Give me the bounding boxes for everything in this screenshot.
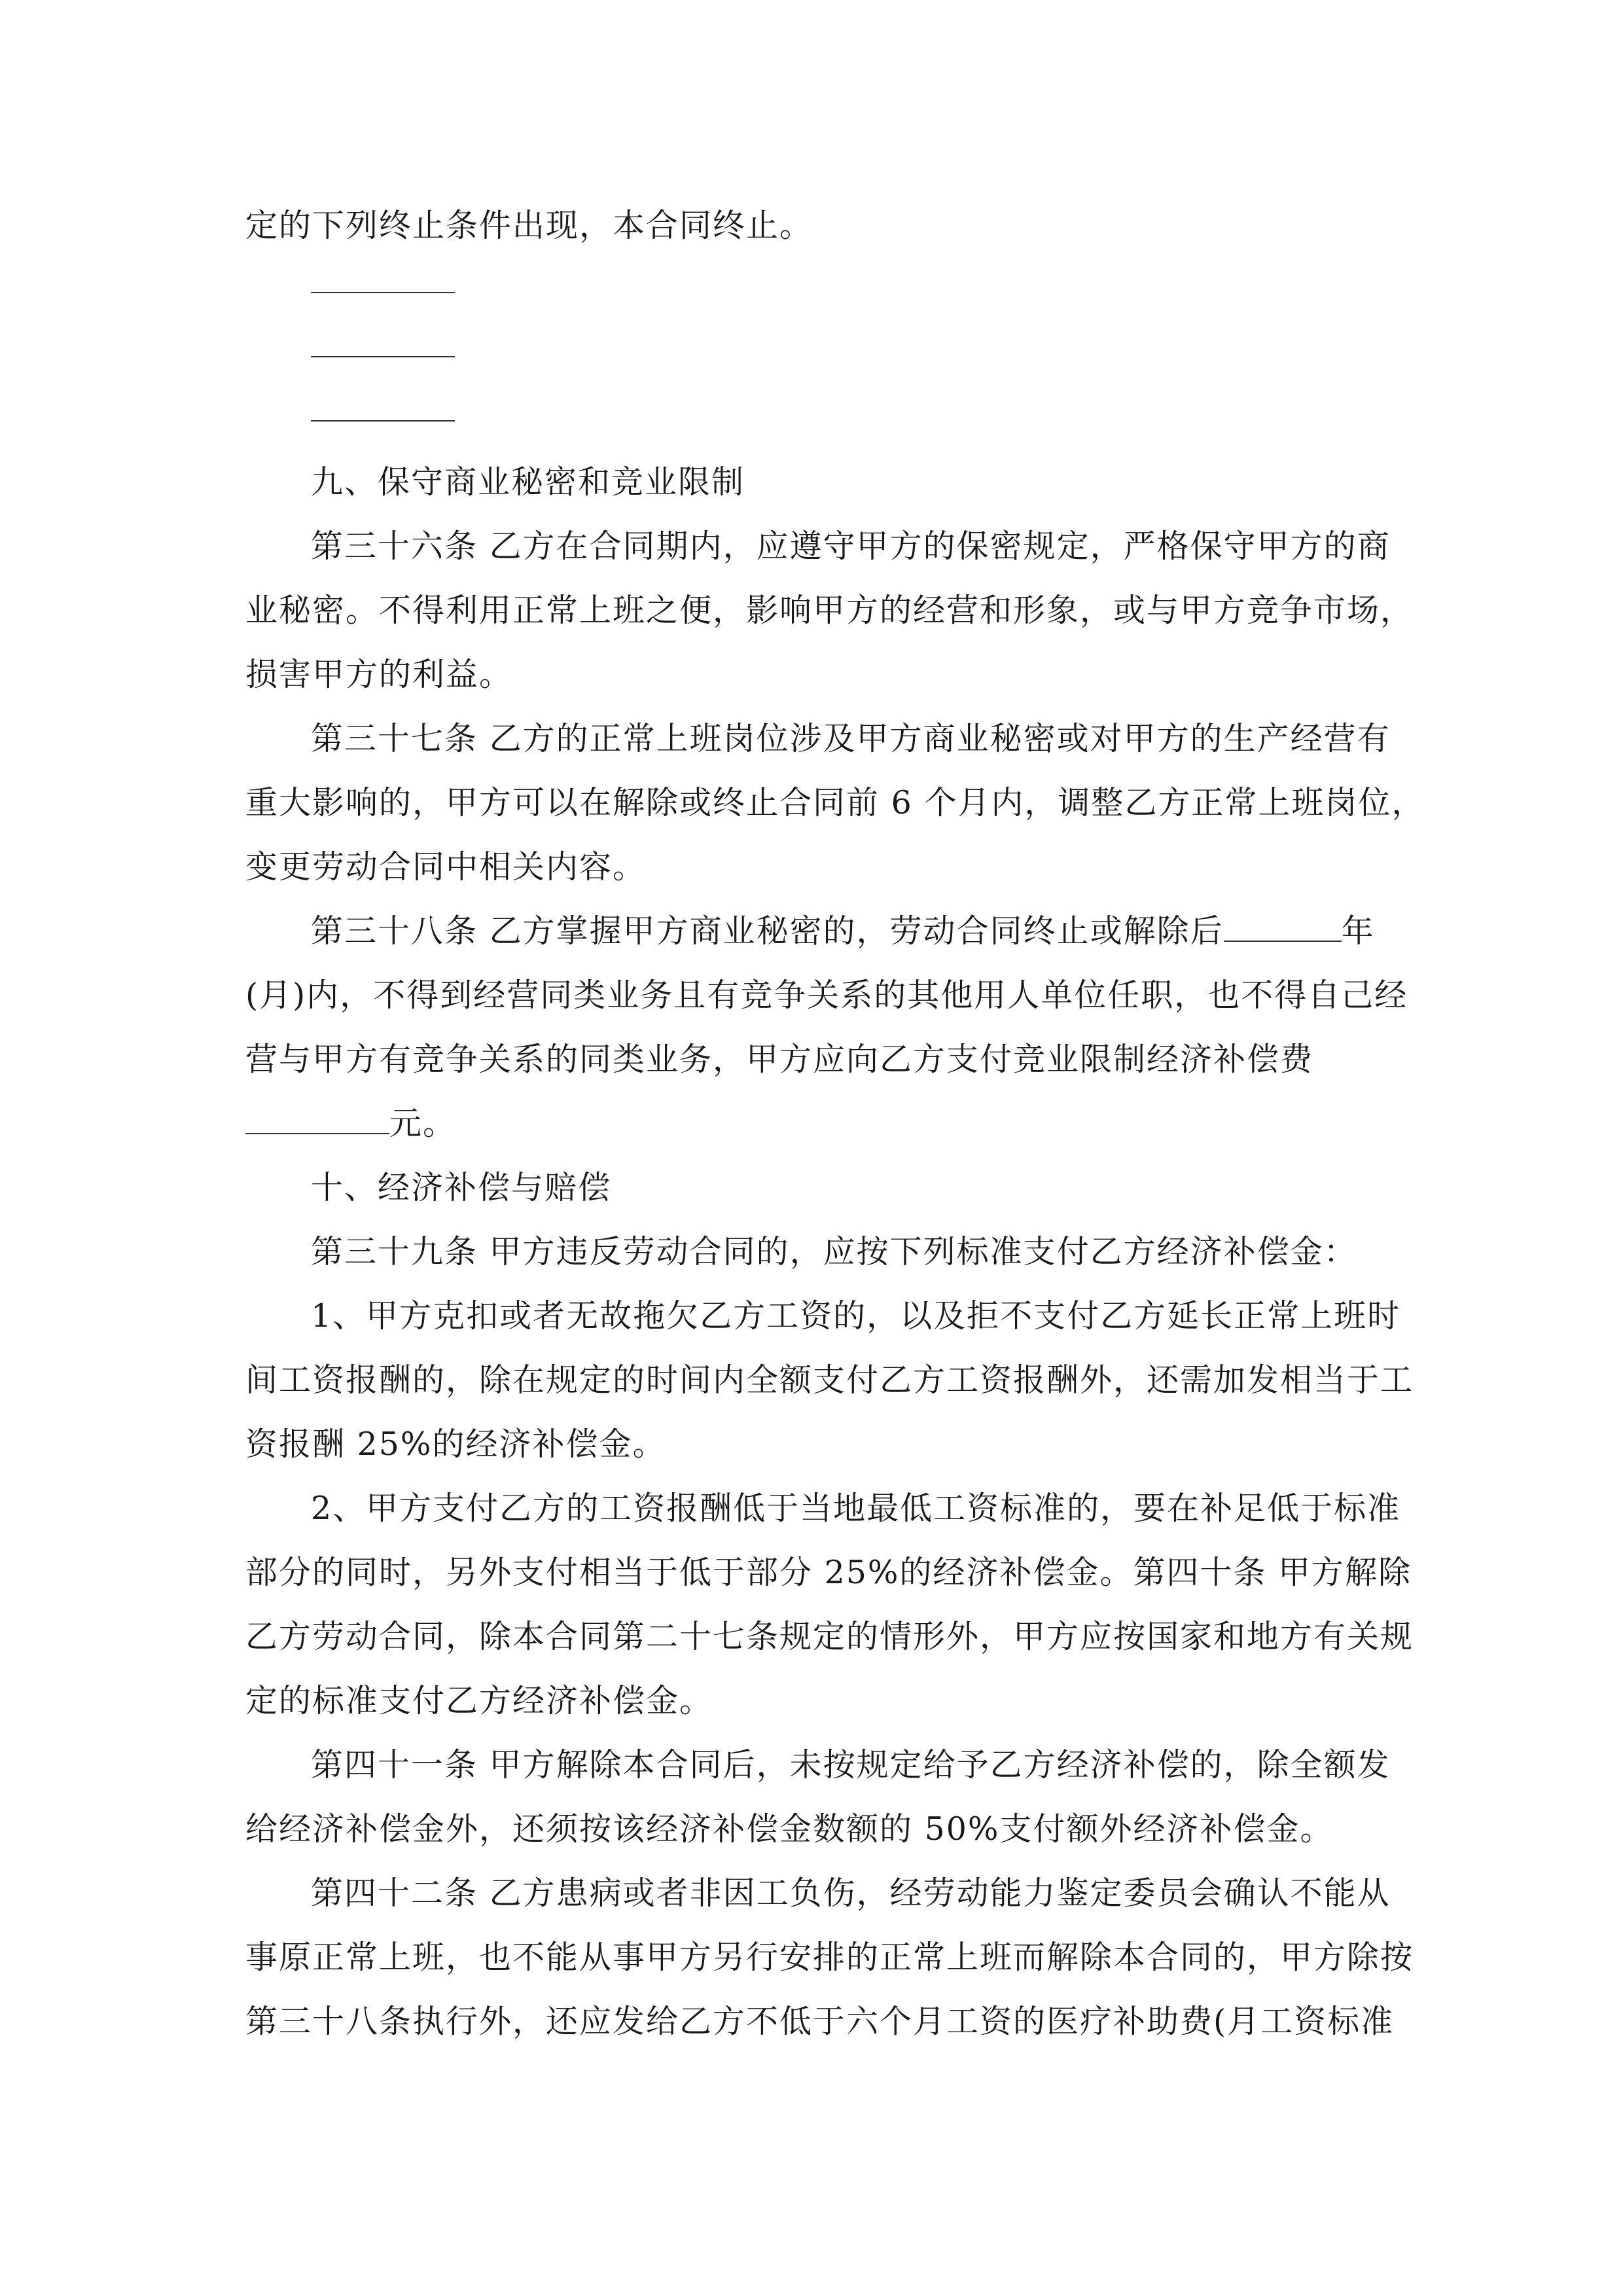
text-line: 第三十九条 甲方违反劳动合同的，应按下列标准支付乙方经济补偿金： (311, 1233, 1357, 1270)
text-line: 间工资报酬的，除在规定的时间内全额支付乙方工资报酬外，还需加发相当于工 (245, 1361, 1414, 1399)
document-body (245, 194, 1425, 2054)
text-line: 部分的同时，另外支付相当于低于部分 25%的经济补偿金。第四十条 甲方解除 (245, 1554, 1412, 1591)
blank-underline (311, 292, 455, 293)
section-heading: 十、经济补偿与赔偿 (311, 1169, 612, 1206)
text-line: 1、甲方克扣或者无故拖欠乙方工资的，以及拒不支付乙方延长正常上班时 (311, 1297, 1401, 1335)
text-line-with-blank (245, 1092, 1384, 1156)
text-segment: 元。 (389, 1105, 457, 1142)
blank-underline (311, 420, 455, 422)
text-line: 第四十二条 乙方患病或者非因工负伤，经劳动能力鉴定委员会确认不能从 (311, 1874, 1391, 1912)
blank-underline (311, 356, 455, 357)
text-line: 第三十六条 乙方在合同期内，应遵守甲方的保密规定，严格保守甲方的商 (311, 528, 1391, 565)
section-heading: 九、保守商业秘密和竞业限制 (311, 463, 745, 501)
text-line: 乙方劳动合同，除本合同第二十七条规定的情形外，甲方应按国家和地方有关规 (245, 1618, 1414, 1655)
fill-in-blank (1224, 909, 1342, 942)
blank-line (245, 258, 1384, 322)
text-line: 损害甲方的利益。 (245, 656, 513, 693)
text-line: 第三十八条执行外，还应发给乙方不低于六个月工资的医疗补助费(月工资标准 (245, 2003, 1395, 2040)
text-line: 第四十一条 甲方解除本合同后，未按规定给予乙方经济补偿的，除全额发 (311, 1746, 1391, 1784)
text-line: 资报酬 25%的经济补偿金。 (245, 1426, 666, 1463)
fill-in-blank (245, 1102, 389, 1134)
blank-line (245, 386, 1384, 450)
text-line: 给经济补偿金外，还须按该经济补偿金数额的 50%支付额外经济补偿金。 (245, 1810, 1334, 1848)
text-segment: 第三十八条 乙方掌握甲方商业秘密的，劳动合同终止或解除后 (311, 912, 1224, 950)
text-line: 定的标准支付乙方经济补偿金。 (245, 1682, 713, 1719)
text-line: 事原正常上班，也不能从事甲方另行安排的正常上班而解除本合同的，甲方除按 (245, 1939, 1414, 1976)
blank-line (245, 322, 1384, 386)
text-line: 重大影响的，甲方可以在解除或终止合同前 6 个月内，调整乙方正常上班岗位， (245, 784, 1425, 821)
text-segment: 年 (1341, 912, 1375, 950)
text-line: 业秘密。不得利用正常上班之便，影响甲方的经营和形象，或与甲方竞争市场， (245, 592, 1414, 629)
text-line: (月)内，不得到经营同类业务且有竞争关系的其他用人单位任职，也不得自己经 (245, 977, 1408, 1014)
text-line: 变更劳动合同中相关内容。 (245, 848, 647, 886)
text-line: 2、甲方支付乙方的工资报酬低于当地最低工资标准的，要在补足低于标准 (311, 1490, 1401, 1527)
text-line: 第三十七条 乙方的正常上班岗位涉及甲方商业秘密或对甲方的生产经营有 (311, 720, 1391, 757)
text-line: 定的下列终止条件出现，本合同终止。 (245, 207, 813, 244)
text-line-with-blank (245, 899, 1384, 963)
text-line: 营与甲方有竞争关系的同类业务，甲方应向乙方支付竞业限制经济补偿费 (245, 1041, 1314, 1078)
